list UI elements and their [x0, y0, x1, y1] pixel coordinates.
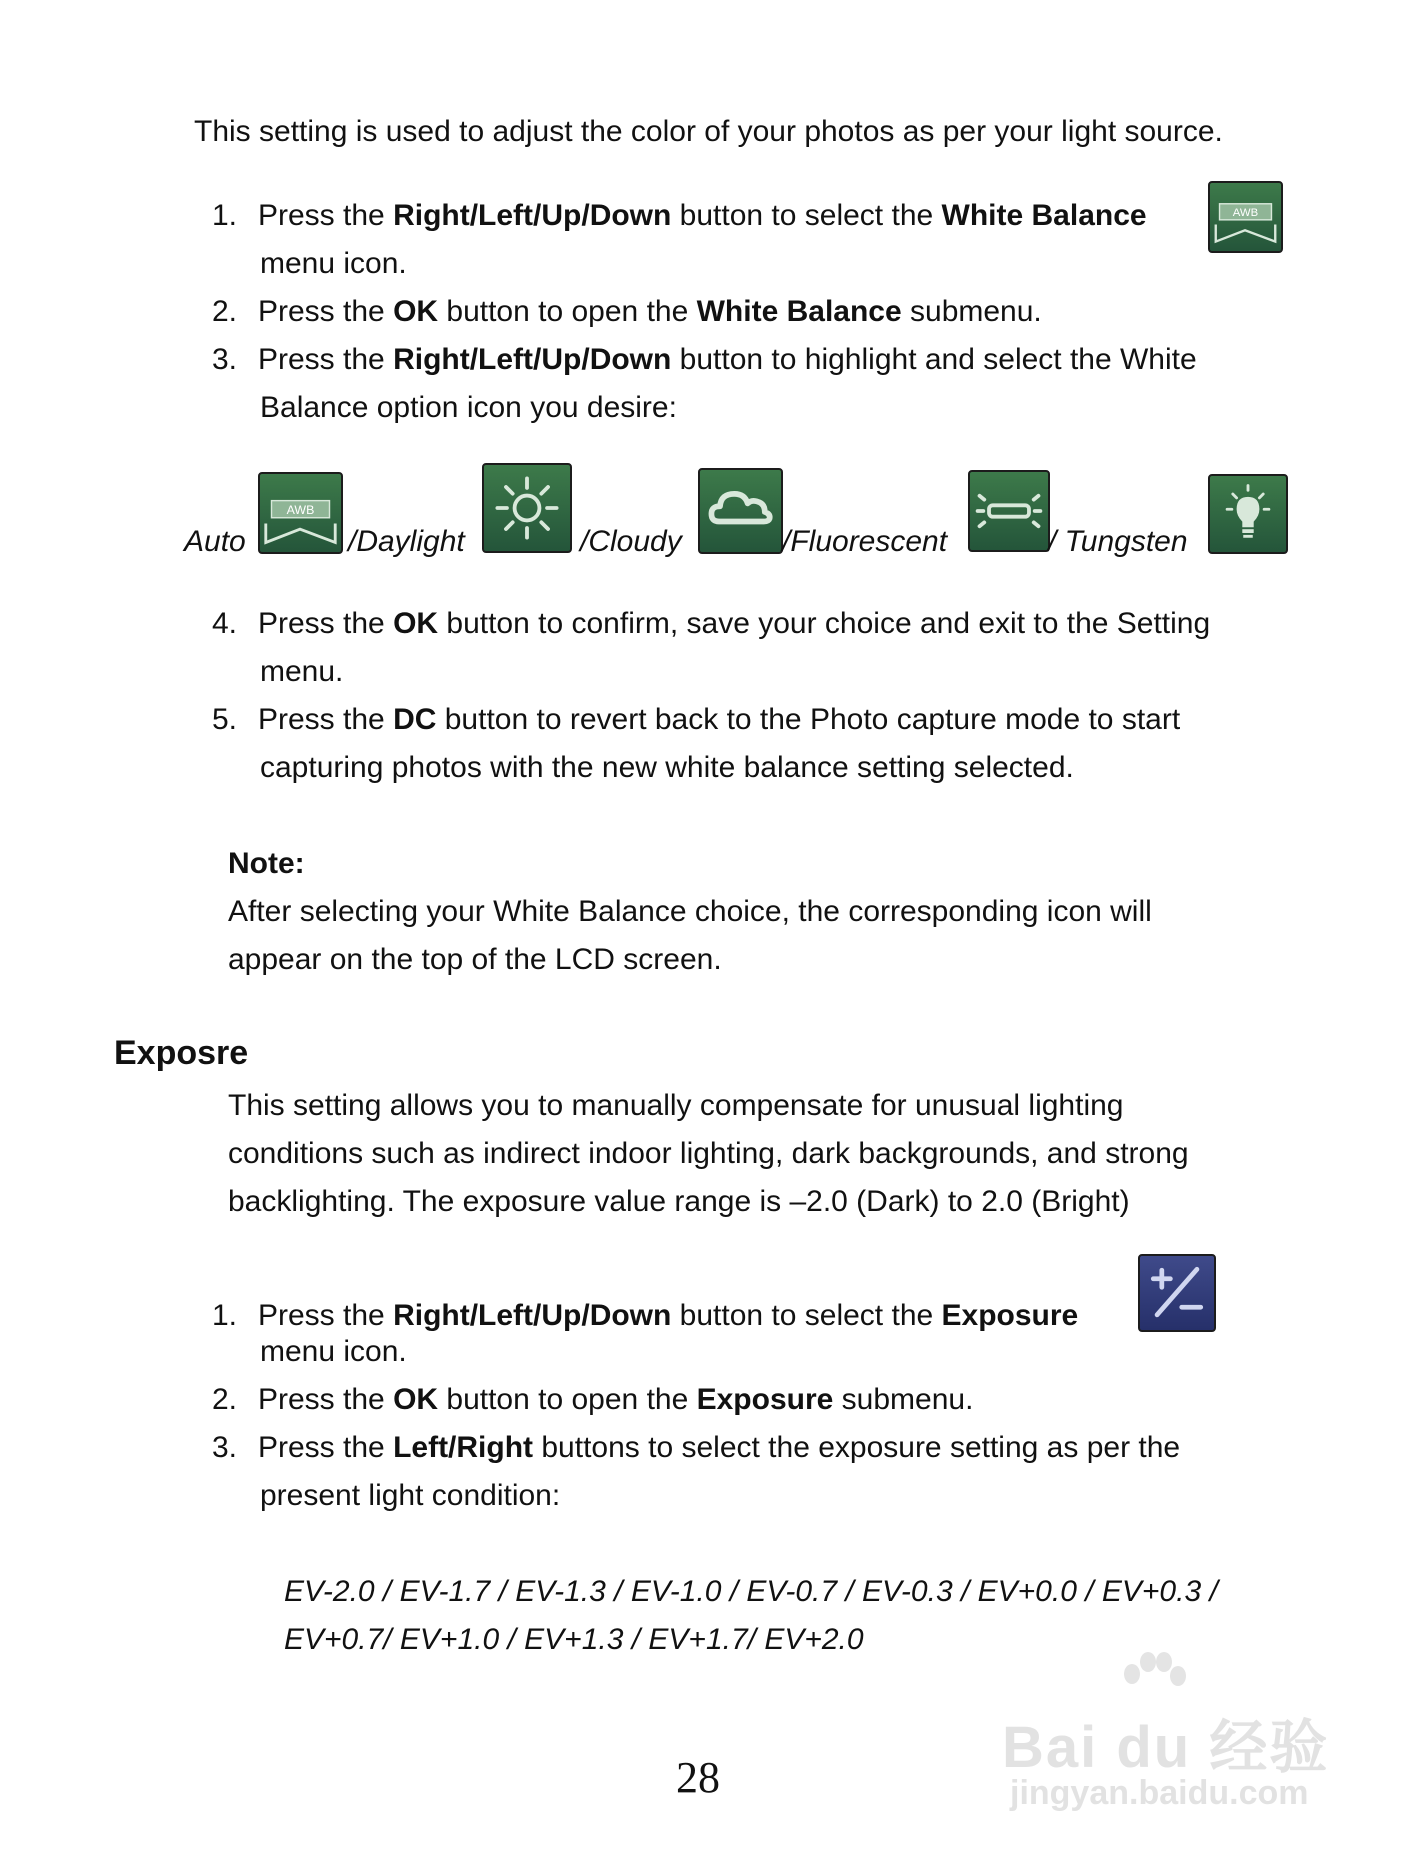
step-number: 1.	[212, 1299, 238, 1332]
fluorescent-icon	[968, 470, 1050, 552]
note-line-2: appear on the top of the LCD screen.	[228, 943, 722, 976]
step-text-cont: present light condition:	[260, 1479, 561, 1512]
section-heading-exposure: Exposre	[114, 1034, 249, 1072]
step-text: Press the Right/Left/Up/Down button to highlight and select the White	[258, 343, 1197, 376]
cloud-icon	[698, 468, 783, 554]
note-line-1: After selecting your White Balance choice, the corresponding icon will	[228, 895, 1152, 928]
step-number: 5.	[212, 703, 238, 736]
step-text: Press the Left/Right buttons to select the exposure setting as per the	[258, 1431, 1181, 1464]
step-number: 2.	[212, 1383, 238, 1416]
exposure-desc-1: This setting allows you to manually compensate for unusual lighting	[228, 1089, 1124, 1122]
step-number: 1.	[212, 199, 238, 232]
ev-values-line-1: EV-2.0 / EV-1.7 / EV-1.3 / EV-1.0 / EV-0.7 / EV-0.3 / EV+0.0 / EV+0.3 /	[284, 1575, 1218, 1608]
step-number: 2.	[212, 295, 238, 328]
svg-text:AWB: AWB	[286, 502, 315, 517]
step-number: 3.	[212, 343, 238, 376]
page-number: 28	[676, 1753, 720, 1802]
step-number: 4.	[212, 607, 238, 640]
step-text: Press the Right/Left/Up/Down button to select the Exposure	[258, 1299, 1079, 1332]
tungsten-bulb-icon	[1208, 474, 1288, 554]
exposure-plus-minus-icon	[1138, 1254, 1216, 1332]
step-text: Press the OK button to open the White Balance submenu.	[258, 295, 1042, 328]
step-text: Press the OK button to confirm, save your choice and exit to the Setting	[258, 607, 1211, 640]
option-auto-label: Auto	[184, 525, 246, 558]
option-tungsten-label: / Tungsten	[1048, 525, 1188, 558]
exposure-desc-2: conditions such as indirect indoor lighting, dark backgrounds, and strong	[228, 1137, 1189, 1170]
step-text-cont: menu icon.	[260, 1335, 407, 1368]
sun-icon	[482, 463, 572, 553]
option-cloudy-label: /Cloudy	[580, 525, 682, 558]
awb-icon	[258, 472, 343, 554]
option-fluorescent-label: /Fluorescent	[782, 525, 948, 558]
step-text: Press the Right/Left/Up/Down button to select the White Balance	[258, 199, 1147, 232]
watermark-url: jingyan.baidu.com	[1010, 1774, 1309, 1812]
svg-text:AWB: AWB	[1232, 207, 1259, 220]
watermark-brand: Bai du 经验	[1002, 1715, 1330, 1780]
intro-text: This setting is used to adjust the color of your photos as per your light source.	[194, 115, 1223, 148]
exposure-desc-3: backlighting. The exposure value range is –2.0 (Dark) to 2.0 (Bright)	[228, 1185, 1130, 1218]
step-text-cont: menu icon.	[260, 247, 407, 280]
step-text-cont: menu.	[260, 655, 344, 688]
step-text-cont: Balance option icon you desire:	[260, 391, 677, 424]
white-balance-awb-icon	[1208, 181, 1283, 253]
note-title: Note:	[228, 847, 305, 880]
step-text: Press the DC button to revert back to the Photo capture mode to start	[258, 703, 1181, 736]
option-daylight-label: /Daylight	[348, 525, 465, 558]
step-text: Press the OK button to open the Exposure submenu.	[258, 1383, 974, 1416]
step-text-cont: capturing photos with the new white balance setting selected.	[260, 751, 1074, 784]
ev-values-line-2: EV+0.7/ EV+1.0 / EV+1.3 / EV+1.7/ EV+2.0	[284, 1623, 864, 1656]
step-number: 3.	[212, 1431, 238, 1464]
